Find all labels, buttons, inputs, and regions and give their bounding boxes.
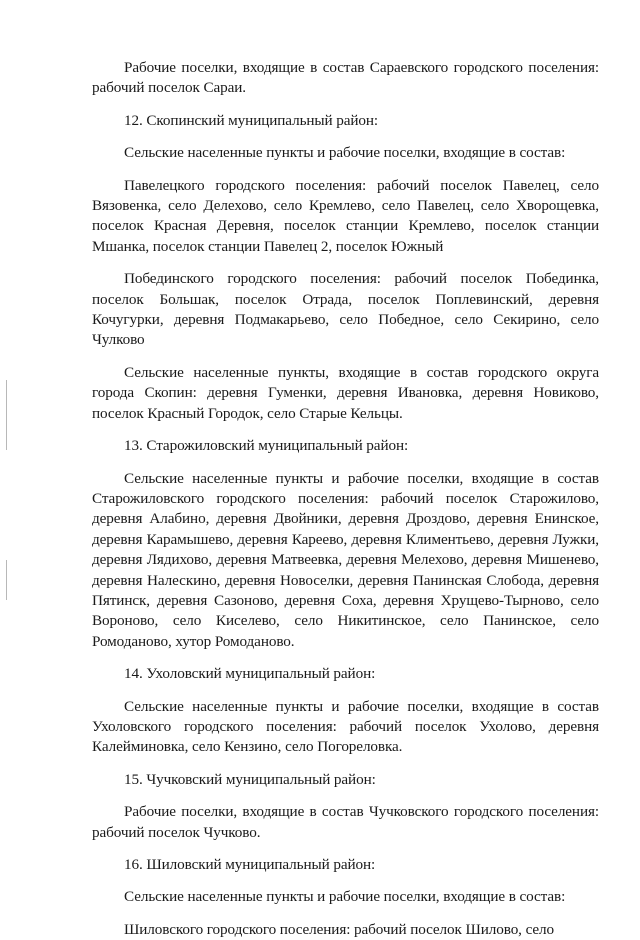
paragraph-settlements-intro: Сельские населенные пункты и рабочие поселки, входящие в состав: <box>124 144 566 162</box>
paragraph-paveletsky: Павелецкого городского поселения: рабочий поселок Павелец, село Вязовенка, село Делехово, село Кремлево, село Павелец, село Хворощевка, поселок Красная Деревня, поселок станции Кремлево, поселок станции Мшанка, поселок станции Павелец 2, поселок Южный <box>92 176 599 255</box>
section-heading-starozhilovsky: 13. Старожиловский муниципальный район: <box>124 437 409 455</box>
paragraph-shilovsky-settlement: Шиловского городского поселения: рабочий поселок Шилово, село <box>124 920 555 938</box>
paragraph-skopin-city-district: Сельские населенные пункты, входящие в состав городского округа города Скопин: деревня Гуменки, деревня Ивановка, деревня Новиково, поселок Красный Городок, село Старые Кельцы. <box>92 363 599 422</box>
document-body <box>92 58 599 940</box>
scan-edge-mark <box>6 560 7 600</box>
paragraph-pobedinsky: Побединского городского поселения: рабочий поселок Побединка, поселок Большак, поселок Отрада, поселок Поплевинский, деревня Кочугурки, деревня Подмакарьево, село Победное, село Секирино, село Чулково <box>92 270 599 349</box>
paragraph-starozhilovsky: Сельские населенные пункты и рабочие поселки, входящие в состав Старожиловского городского поселения: рабочий поселок Старожилово, деревня Алабино, деревня Двойники, деревня Дроздово, деревня Енинское, деревня Карамышево, деревня Кареево, деревня Климентьево, деревня Лужки, деревня Лядихово, деревня Матвеевка, деревня Мелехово, деревня Мишенево, деревня Налескино, деревня Новоселки, деревня Панинская Слобода, деревня Пятинск, деревня Сазоново, деревня Соха, деревня Хрущево-Тырново, село Вороново, село Киселево, село Никитинское, село Панинское, село Ромоданово, хутор Ромоданово. <box>92 469 599 650</box>
paragraph-saraevsky-workers-settlements: Рабочие поселки, входящие в состав Сараевского городского поселения: рабочий поселок Сараи. <box>92 59 599 97</box>
paragraph-ukholovsky: Сельские населенные пункты и рабочие поселки, входящие в состав Ухоловского городского поселения: рабочий поселок Ухолово, деревня Калейминовка, село Кензино, село Погореловка. <box>92 697 599 756</box>
section-heading-chuchkovsky: 15. Чучковский муниципальный район: <box>124 770 376 788</box>
paragraph-shilovsky-intro: Сельские населенные пункты и рабочие поселки, входящие в состав: <box>124 888 566 906</box>
paragraph-chuchkovsky: Рабочие поселки, входящие в состав Чучковского городского поселения: рабочий поселок Чучково. <box>92 803 599 841</box>
section-heading-ukholovsky: 14. Ухоловский муниципальный район: <box>124 665 376 683</box>
scan-edge-mark <box>6 380 7 450</box>
section-heading-shilovsky: 16. Шиловский муниципальный район: <box>124 856 376 873</box>
section-heading-skopinsky: 12. Скопинский муниципальный район: <box>124 111 379 129</box>
